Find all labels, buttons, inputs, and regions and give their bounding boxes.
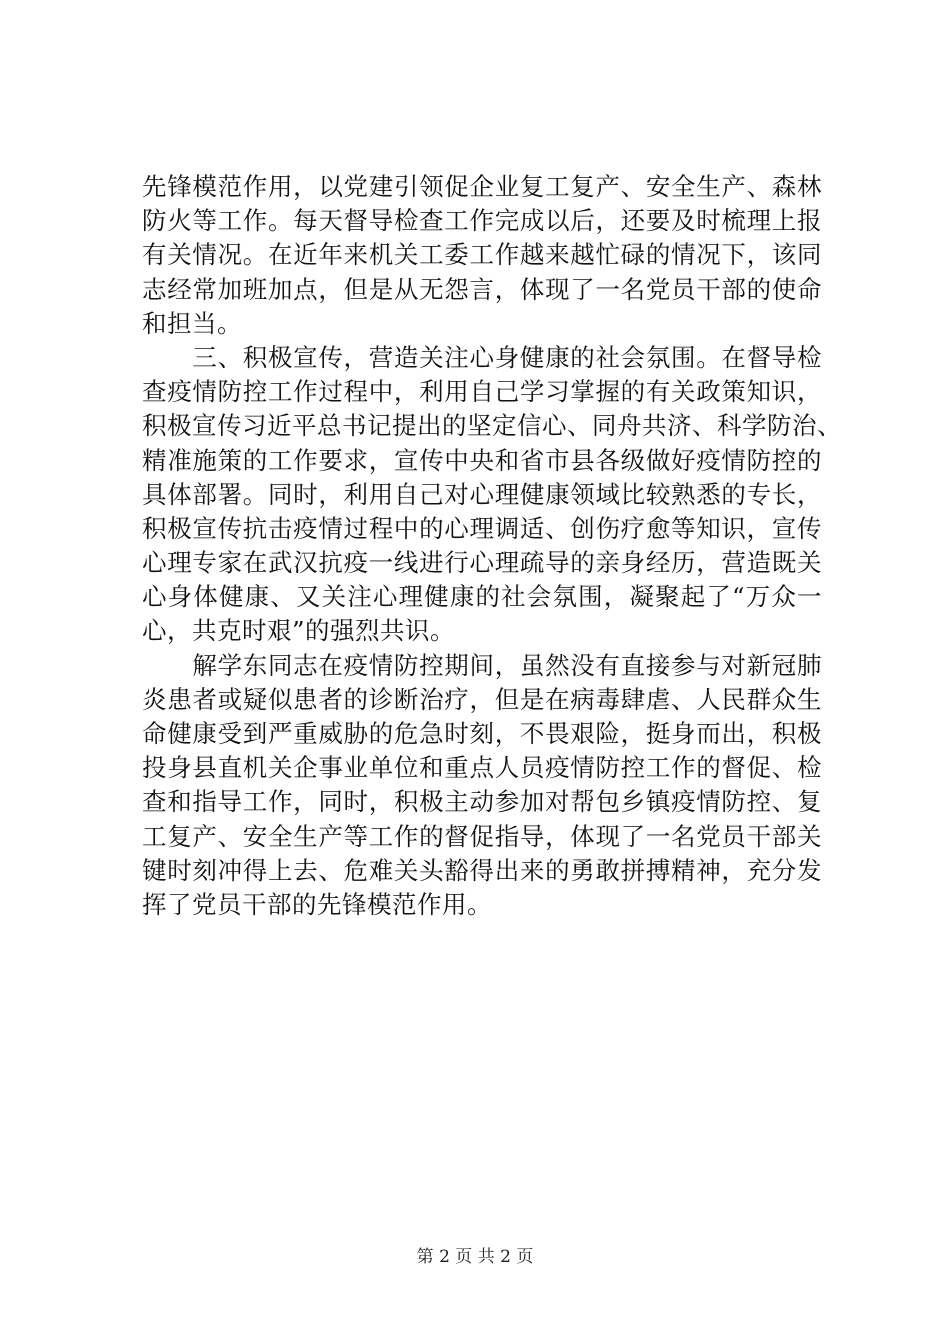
text-line: 精准施策的工作要求，宣传中央和省市县各级做好疫情防控的 xyxy=(142,445,822,475)
text-line: 炎患者或疑似患者的诊断治疗，但是在病毒肆虐、人民群众生 xyxy=(142,684,822,714)
text-line: 积极宣传抗击疫情过程中的心理调适、创伤疗愈等知识，宣传 xyxy=(142,513,822,543)
text-line: 心，共克时艰”的强烈共识。 xyxy=(142,616,456,646)
page-number-footer: 第 2 页 共 2 页 xyxy=(416,1247,534,1267)
text-line: 投身县直机关企事业单位和重点人员疫情防控工作的督促、检 xyxy=(142,753,822,783)
text-line: 防火等工作。每天督导检查工作完成以后，还要及时梳理上报 xyxy=(142,206,822,236)
text-line: 积极宣传习近平总书记提出的坚定信心、同舟共济、科学防治、 xyxy=(142,411,842,441)
text-line: 具体部署。同时，利用自己对心理健康领域比较熟悉的专长， xyxy=(142,479,822,509)
text-line: 查疫情防控工作过程中，利用自己学习掌握的有关政策知识， xyxy=(142,377,822,407)
text-line: 心身体健康、又关注心理健康的社会氛围，凝聚起了“万众一 xyxy=(142,582,822,612)
text-line: 键时刻冲得上去、危难关头豁得出来的勇敢拼搏精神，充分发 xyxy=(142,855,822,885)
text-line: 和担当。 xyxy=(142,308,242,338)
text-line: 志经常加班加点，但是从无怨言，体现了一名党员干部的使命 xyxy=(142,274,822,304)
text-line: 心理专家在武汉抗疫一线进行心理疏导的亲身经历，营造既关 xyxy=(142,548,822,578)
text-line: 挥了党员干部的先锋模范作用。 xyxy=(142,889,492,919)
text-line: 解学东同志在疫情防控期间，虽然没有直接参与对新冠肺 xyxy=(142,650,822,680)
text-line: 查和指导工作，同时，积极主动参加对帮包乡镇疫情防控、复 xyxy=(142,787,822,817)
text-line: 有关情况。在近年来机关工委工作越来越忙碌的情况下，该同 xyxy=(142,240,822,270)
document-body xyxy=(142,170,842,922)
text-line: 命健康受到严重威胁的危急时刻，不畏艰险，挺身而出，积极 xyxy=(142,719,822,748)
text-line: 工复产、安全生产等工作的督促指导，体现了一名党员干部关 xyxy=(142,821,822,851)
text-line: 三、积极宣传，营造关注心身健康的社会氛围。在督导检 xyxy=(142,342,822,372)
text-line: 先锋模范作用，以党建引领促企业复工复产、安全生产、森林 xyxy=(142,172,822,201)
